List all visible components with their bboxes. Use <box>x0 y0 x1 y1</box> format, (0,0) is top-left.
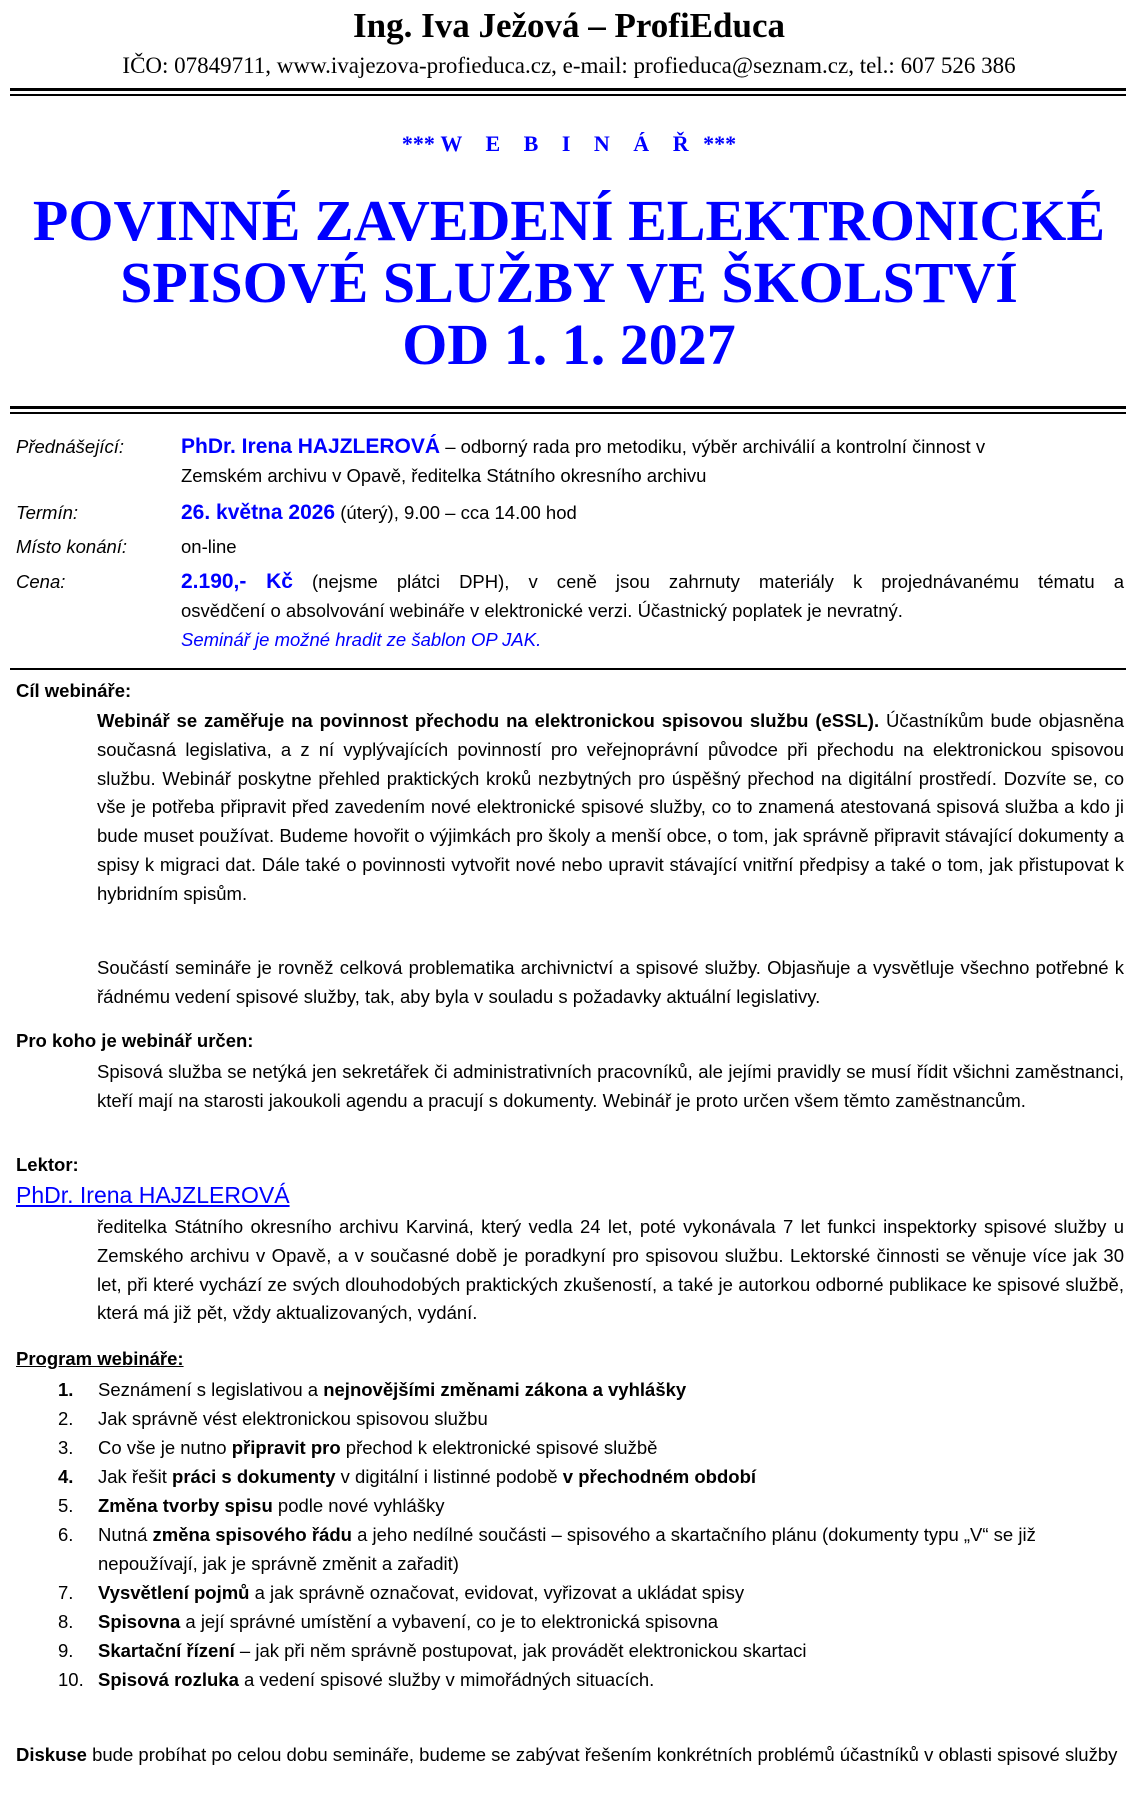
program-item-text <box>98 1491 1126 1520</box>
program-item-text <box>98 1520 1126 1578</box>
info-lecturer-desc-1: – odborný rada pro metodiku, výběr archiválií a kontrolní činnost v <box>440 436 986 457</box>
goal-paragraph-1-text: Účastníkům bude objasněna současná legislativa, a z ní vyplývajících povinností pro veřejnoprávní původce při přechodu na elektronickou spisovou službu. Webinář poskytne přehled praktických kroků nezbytných pro úspěšný přechod na digitální prostředí. Dozvíte se, co vše je potřeba připravit před zavedením nové elektronické spisové služby, co to znamená atestovaná spisová služba a kdo ji bude muset používat. Budeme hovořit o výjimkách pro školy a menší obce, o tom, jak správně připravit stávající dokumenty a spisy k migraci dat. Dále také o povinnosti vytvořit nové nebo upravit stávající vnitřní předpisy a také o tom, jak přistupovat k hybridním spisům. <box>97 710 1125 904</box>
program-item-text <box>98 1433 1126 1462</box>
info-place-label: Místo konání: <box>16 536 128 557</box>
title-double-rule <box>10 406 1126 415</box>
program-item-plain-text: přechod k elektronické spisové službě <box>340 1437 658 1458</box>
program-item-number: 4. <box>58 1466 74 1487</box>
program-item-text <box>98 1462 1126 1491</box>
program-item-bold-text: změna spisového řádu <box>152 1524 352 1545</box>
program-item-plain-text: Nutná <box>98 1524 153 1545</box>
program-heading: Program webináře: <box>16 1348 184 1369</box>
main-title <box>0 190 1138 376</box>
program-item-bold-text: Skartační řízení <box>98 1640 235 1661</box>
program-item-plain-text: a její správné umístění a vybavení, co je to elektronická spisovna <box>180 1611 719 1632</box>
discussion-bold: Diskuse <box>16 1744 87 1765</box>
goal-paragraph-1 <box>97 707 1124 909</box>
webinar-tag-word: W E B I N Á Ř <box>440 131 698 156</box>
info-price-value <box>181 567 1124 654</box>
audience-heading: Pro koho je webinář určen: <box>16 1030 254 1051</box>
webinar-tag-stars-left: *** <box>401 131 435 156</box>
section-rule <box>10 668 1126 670</box>
program-item-plain-text: Jak řešit <box>98 1466 173 1487</box>
program-item-number: 7. <box>58 1582 74 1603</box>
info-date-highlight: 26. května 2026 <box>181 501 336 524</box>
program-item-plain-text: Jak správně vést elektronickou spisovou službu <box>98 1408 488 1429</box>
program-item-number: 6. <box>58 1524 74 1545</box>
program-item-text <box>98 1607 1126 1636</box>
program-item-text <box>98 1375 1126 1404</box>
program-item-plain-text: – jak při něm správně postupovat, jak provádět elektronickou skartaci <box>234 1640 807 1661</box>
main-title-line-2: SPISOVÉ SLUŽBY VE ŠKOLSTVÍ <box>120 250 1018 315</box>
lector-bio: ředitelka Státního okresního archivu Karviná, který vedla 24 let, poté vykonávala 7 let funkci inspektorky spisové služby u Zemského archivu v Opavě, a v současné době je poradkyní pro spisovou službu. Lektorské činnosti se věnuje více jak 30 let, při které vychází ze svých dlouhodobých praktických zkušeností, a také je autorkou odborné publikace ke spisové službě, která má již pět, vždy aktualizovaných, vydání. <box>97 1216 1124 1324</box>
info-date-rest: (úterý), 9.00 – cca 14.00 hod <box>335 502 577 523</box>
audience-text: Spisová služba se netýká jen sekretářek či administrativních pracovníků, ale jejími pravidly se musí řídit všichni zaměstnanci, kteří mají na starosti jakoukoli agendu a pracují s dokumenty. Webinář je proto určen všem těmto zaměstnancům. <box>97 1061 1124 1111</box>
program-item-number: 8. <box>58 1611 74 1632</box>
program-item-plain-text: Seznámení s legislativou a <box>98 1379 324 1400</box>
info-lecturer-label: Přednášející: <box>16 436 124 457</box>
program-item-text <box>98 1636 1126 1665</box>
program-item-bold-text: práci s dokumenty <box>172 1466 336 1487</box>
program-item-text <box>98 1404 1126 1433</box>
program-item-plain-text: podle nové vyhlášky <box>272 1495 445 1516</box>
program-item-text <box>98 1578 1126 1607</box>
header-double-rule <box>10 88 1126 97</box>
program-item-bold-text: v přechodném období <box>562 1466 757 1487</box>
info-lecturer-name: PhDr. Irena HAJZLEROVÁ <box>181 435 441 458</box>
lector-name: PhDr. Irena HAJZLEROVÁ <box>16 1182 290 1208</box>
goal-heading: Cíl webináře: <box>16 680 132 701</box>
main-title-line-3: OD 1. 1. 2027 <box>402 312 736 377</box>
program-item-bold-text: Vysvětlení pojmů <box>98 1582 250 1603</box>
program-item-number: 10. <box>58 1669 84 1690</box>
info-price-label: Cena: <box>16 571 66 592</box>
program-item-text <box>98 1665 1126 1694</box>
program-item-plain-text: Co vše je nutno <box>98 1437 232 1458</box>
info-date-label: Termín: <box>16 502 79 523</box>
info-price-note: Seminář je možné hradit ze šablon OP JAK. <box>181 629 542 650</box>
lector-heading: Lektor: <box>16 1154 79 1175</box>
organization-contact: IČO: 07849711, www.ivajezova-profieduca.cz, e-mail: profieduca@seznam.cz, tel.: 607 526 386 <box>122 53 1016 78</box>
info-place-value: on-line <box>181 536 237 557</box>
program-item-bold-text: nejnovějšími změnami zákona a vyhlášky <box>323 1379 687 1400</box>
info-price-amount: 2.190,- Kč <box>181 570 293 593</box>
program-item-bold-text: připravit pro <box>231 1437 341 1458</box>
info-date-value <box>181 498 1124 527</box>
info-lecturer-value <box>181 432 1124 490</box>
program-item-plain-text: a jeho nedílné součásti – spisového a skartačního plánu (dokumenty typu „V“ se již nepoužívají, jak je správně změnit a zařadit) <box>98 1524 1036 1574</box>
program-item-number: 1. <box>58 1379 74 1400</box>
main-title-line-1: POVINNÉ ZAVEDENÍ ELEKTRONICKÉ <box>32 188 1106 253</box>
webinar-tag <box>0 131 1138 157</box>
program-item-number: 9. <box>58 1640 74 1661</box>
program-item-number: 2. <box>58 1408 74 1429</box>
program-item-plain-text: a vedení spisové služby v mimořádných situacích. <box>238 1669 655 1690</box>
info-price-rest-1: (nejsme plátci DPH), v ceně jsou zahrnuty materiály k projednávanému tématu a <box>292 571 1125 592</box>
program-item-number: 5. <box>58 1495 74 1516</box>
goal-paragraph-1-bold: Webinář se zaměřuje na povinnost přechodu na elektronickou spisovou službu (eSSL). <box>97 710 880 731</box>
info-lecturer-desc-2: Zemském archivu v Opavě, ředitelka Státního okresního archivu <box>181 465 707 486</box>
program-item-plain-text: v digitální i listinné podobě <box>335 1466 563 1487</box>
goal-paragraph-2: Součástí semináře je rovněž celková problematika archivnictví a spisové služby. Objasňuje a vysvětluje všechno potřebné k řádnému vedení spisové služby, tak, aby byla v souladu s požadavky aktuální legislativy. <box>97 957 1124 1007</box>
program-item-number: 3. <box>58 1437 74 1458</box>
webinar-tag-stars-right: *** <box>703 131 737 156</box>
program-item-plain-text: a jak správně označovat, evidovat, vyřizovat a ukládat spisy <box>249 1582 745 1603</box>
program-item-bold-text: Spisová rozluka <box>98 1669 239 1690</box>
program-item-bold-text: Změna tvorby spisu <box>98 1495 273 1516</box>
organization-name: Ing. Iva Ježová – ProfiEduca <box>353 6 785 45</box>
program-item-bold-text: Spisovna <box>98 1611 181 1632</box>
discussion-rest: bude probíhat po celou dobu semináře, budeme se zabývat řešením konkrétních problémů účastníků v oblasti spisové služby <box>86 1744 1118 1765</box>
discussion-text <box>16 1740 1124 1769</box>
info-price-rest-2: osvědčení o absolvování webináře v elektronické verzi. Účastnický poplatek je nevratný. <box>181 600 903 621</box>
